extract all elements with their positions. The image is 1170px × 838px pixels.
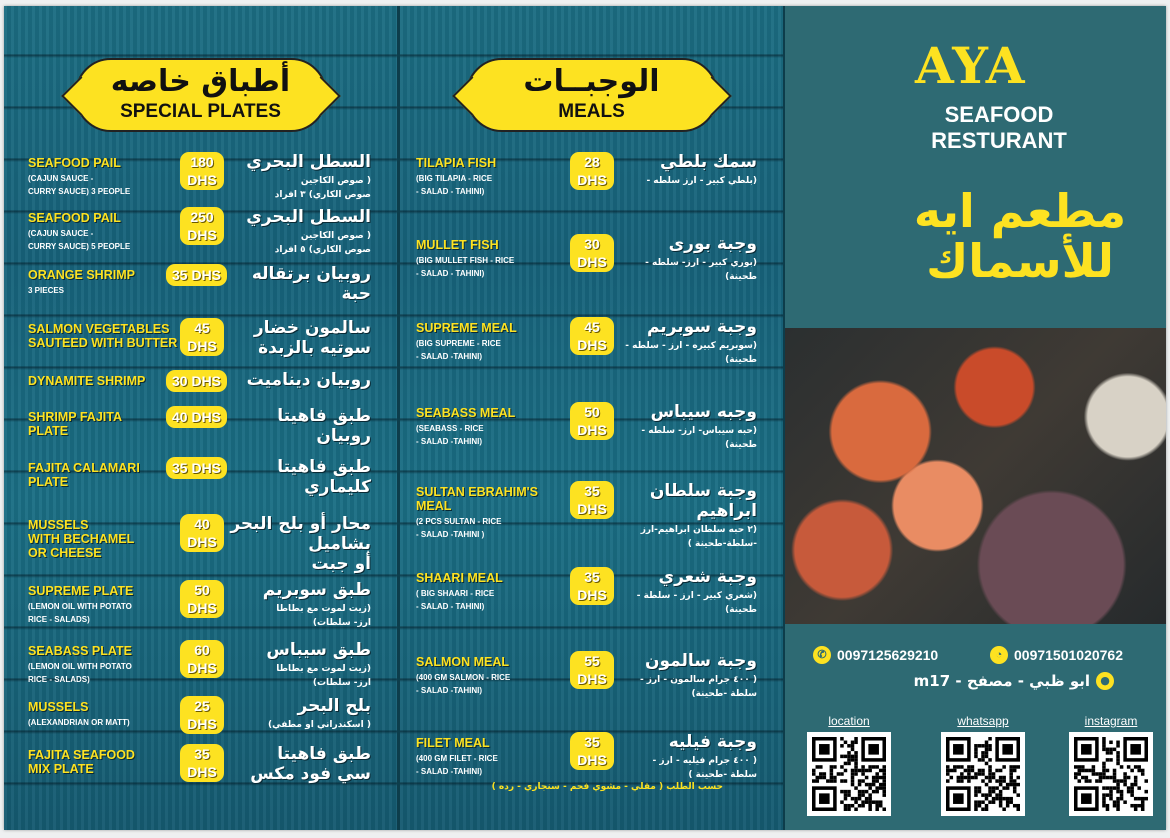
- qr-label-whatsapp: whatsapp: [957, 714, 1009, 728]
- item-name-ar: وجبه سيباس: [650, 402, 757, 422]
- price-badge: 40 DHS: [166, 406, 227, 428]
- qr-code-icon: [1074, 737, 1148, 811]
- item-name-ar: وجبة سالمون: [644, 651, 757, 671]
- item-desc-en: (BIG MULLET FISH - RICE - SALAD - TAHINI): [416, 256, 515, 278]
- item-desc-ar: (بلطي كبير - ارز سلطه -: [646, 176, 757, 186]
- item-name-en: SEABASS MEAL: [416, 406, 516, 420]
- item-name-en: MULLET FISH: [416, 238, 499, 252]
- address-text: ابو ظبي - مصفح - m17: [913, 672, 1090, 690]
- price-badge: 180 DHS: [180, 152, 224, 190]
- item-desc-ar: (٢ حبه سلطان ابراهيم-ارز -سلطة-طحينة ): [640, 525, 757, 549]
- item-desc-ar: (حبه سيباس- ارز- سلطه - طحينة): [641, 426, 757, 450]
- item-name-ar: محار أو بلح البحر بشاميل أو جبت: [230, 514, 371, 574]
- brand-panel: [785, 6, 1166, 830]
- item-desc-en: (BIG SUPREME - RICE - SALAD -TAHINI): [416, 339, 501, 361]
- item-desc-ar: (زيت لموت مع بطاطا ارز- سلطات): [276, 604, 371, 628]
- price-badge: 35 DHS: [570, 481, 614, 519]
- item-desc-ar: ( ٤٠٠ جرام سالمون - ارز - سلطة -طحينة): [639, 675, 757, 699]
- item-desc-ar: (بوري كبير - ارز- سلطه - طحينة): [645, 258, 757, 282]
- item-name-en: SALMON MEAL: [416, 655, 510, 669]
- meals-banner: [466, 58, 718, 132]
- item-desc-ar: (زيت لموت مع بطاطا ارز- سلطات): [276, 664, 371, 688]
- item-name-ar: بلح البحر: [297, 696, 371, 716]
- item-desc-en: (LEMON OIL WITH POTATO RICE - SALADS): [28, 602, 132, 624]
- meals-title-en: MEALS: [558, 101, 625, 122]
- item-name-en: SALMON VEGETABLES SAUTEED WITH BUTTER: [28, 322, 178, 350]
- item-name-ar: السطل البحري: [246, 152, 371, 172]
- price-badge: 35 DHS: [180, 744, 224, 782]
- item-desc-en: (CAJUN SAUCE - CURRY SAUCE) 5 PEOPLE: [28, 229, 131, 251]
- price-badge: 250 DHS: [180, 207, 224, 245]
- meals-title-ar: الوجبــات: [523, 64, 660, 99]
- price-badge: 35 DHS: [570, 732, 614, 770]
- brand-name-ar: مطعم ايه للأسماك: [913, 184, 1127, 288]
- item-name-en: FAJITA SEAFOOD MIX PLATE: [28, 748, 135, 776]
- phone-number: 0097125629210: [837, 647, 939, 663]
- price-badge: 35 DHS: [166, 457, 227, 479]
- item-name-en: SHRIMP FAJITA PLATE: [28, 410, 122, 438]
- item-name-ar: سالمون خضار سوتيه بالزبدة: [253, 318, 371, 358]
- item-name-ar: وجبة شعري: [658, 567, 757, 587]
- qr-code-icon: [946, 737, 1020, 811]
- item-name-ar: روبيان برتقاله حبة: [251, 264, 371, 304]
- item-name-ar: طبق فاهيتا كليماري: [277, 457, 371, 497]
- item-desc-en: (2 PCS SULTAN - RICE - SALAD -TAHINI ): [416, 517, 502, 539]
- item-name-en: MUSSELS WITH BECHAMEL OR CHEESE: [28, 518, 135, 560]
- item-name-en: TILAPIA FISH: [416, 156, 497, 170]
- price-badge: 35 DHS: [166, 264, 227, 286]
- brand-logo: AYA: [915, 36, 1026, 95]
- price-badge: 50 DHS: [570, 402, 614, 440]
- price-badge: 40 DHS: [180, 514, 224, 552]
- meals-panel: [400, 6, 785, 830]
- item-desc-en: (BIG TILAPIA - RICE - SALAD - TAHINI): [416, 174, 493, 196]
- price-badge: 55 DHS: [570, 651, 614, 689]
- item-name-ar: طبق سوبريم: [262, 580, 371, 600]
- qr-code-icon: [812, 737, 886, 811]
- price-badge: 30 DHS: [166, 370, 227, 392]
- price-badge: 30 DHS: [570, 234, 614, 272]
- item-name-en: SUPREME MEAL: [416, 321, 517, 335]
- item-desc-en: (400 GM SALMON - RICE - SALAD -TAHINI): [416, 673, 511, 695]
- price-badge: 60 DHS: [180, 640, 224, 678]
- item-desc-en: (ALEXANDRIAN OR MATT): [28, 718, 130, 727]
- item-name-ar: وجبة فيليه: [668, 732, 757, 752]
- item-desc-en: (400 GM FILET - RICE - SALAD -TAHINI): [416, 754, 498, 776]
- item-desc-en: ( BIG SHAARI - RICE - SALAD - TAHINI): [416, 589, 495, 611]
- location-pin-icon: ●: [1096, 672, 1114, 690]
- qr-code-location[interactable]: [807, 732, 891, 816]
- item-desc-ar: ( صوص الكاجين صوص الكاري) ٥ افراد: [274, 231, 371, 255]
- item-desc-ar: ( اسكندراني او مطفي): [267, 720, 371, 730]
- price-badge: 50 DHS: [180, 580, 224, 618]
- item-desc-en: 3 PIECES: [28, 286, 65, 295]
- item-name-en: SEAFOOD PAIL: [28, 156, 121, 170]
- item-desc-ar: ( صوص الكاجين صوص الكاري) ٣ افراد: [274, 176, 371, 200]
- qr-label-instagram: instagram: [1084, 714, 1138, 728]
- whatsapp-number: 00971501020762: [1014, 647, 1124, 663]
- item-name-en: SUPREME PLATE: [28, 584, 134, 598]
- item-name-en: FAJITA CALAMARI PLATE: [28, 461, 140, 489]
- item-name-en: DYNAMITE SHRIMP: [28, 374, 146, 388]
- item-name-en: SULTAN EBRAHIM'S MEAL: [416, 485, 538, 513]
- price-badge: 28 DHS: [570, 152, 614, 190]
- item-name-en: SEABASS PLATE: [28, 644, 132, 658]
- item-desc-ar: ( ٤٠٠ جرام فيليه - ارز - سلطة -طحينة ): [652, 756, 757, 780]
- special-plates-banner: [75, 58, 327, 132]
- qr-label-location: location: [828, 714, 870, 728]
- item-desc-ar: (سوبريم كبيره - ارز - سلطه - طحينة): [625, 341, 757, 365]
- item-desc-en: (CAJUN SAUCE - CURRY SAUCE) 3 PEOPLE: [28, 174, 131, 196]
- meals-footnote: حسب الطلب ( مقلي - مشوي فحم - سنجاري - رده ): [491, 782, 723, 792]
- price-badge: 35 DHS: [570, 567, 614, 605]
- phone-icon: ✆: [813, 646, 831, 664]
- item-name-en: SHAARI MEAL: [416, 571, 503, 585]
- qr-code-instagram[interactable]: [1069, 732, 1153, 816]
- special-title-ar: أطباق خاصه: [110, 64, 291, 99]
- qr-code-whatsapp[interactable]: [941, 732, 1025, 816]
- item-name-en: MUSSELS: [28, 700, 89, 714]
- special-title-en: SPECIAL PLATES: [120, 101, 281, 122]
- price-badge: 45 DHS: [570, 317, 614, 355]
- item-name-ar: سمك بلطي: [660, 152, 757, 172]
- item-name-ar: السطل البحري: [246, 207, 371, 227]
- item-name-en: ORANGE SHRIMP: [28, 268, 135, 282]
- price-badge: 45 DHS: [180, 318, 224, 356]
- whatsapp-contact[interactable]: [990, 646, 1123, 664]
- item-name-ar: وجبة سلطان ابراهيم: [649, 481, 757, 521]
- item-name-ar: وجبة بورى: [668, 234, 757, 254]
- phone-contact[interactable]: [813, 646, 938, 664]
- price-badge: 25 DHS: [180, 696, 224, 734]
- item-desc-ar: (شعري كبير - ارز - سلطة - طحينة): [636, 591, 757, 615]
- item-name-ar: طبق سيباس: [266, 640, 371, 660]
- item-name-en: SEAFOOD PAIL: [28, 211, 121, 225]
- item-desc-en: (LEMON OIL WITH POTATO RICE - SALADS): [28, 662, 132, 684]
- item-name-ar: روبيان ديناميت: [246, 370, 371, 390]
- special-plates-panel: [4, 6, 400, 830]
- address: [914, 672, 1114, 690]
- brand-name-en: SEAFOOD RESTURANT: [931, 102, 1067, 153]
- item-desc-en: (SEABASS - RICE - SALAD -TAHINI): [416, 424, 484, 446]
- item-name-ar: طبق فاهيتا سي فود مكس: [250, 744, 371, 784]
- item-name-ar: وجبة سوبريم: [646, 317, 757, 337]
- whatsapp-icon: ◔: [990, 646, 1008, 664]
- seafood-platter-photo: [785, 328, 1166, 624]
- menu-sheet: [4, 6, 1166, 830]
- item-name-en: FILET MEAL: [416, 736, 490, 750]
- item-name-ar: طبق فاهيتا روبيان: [277, 406, 371, 446]
